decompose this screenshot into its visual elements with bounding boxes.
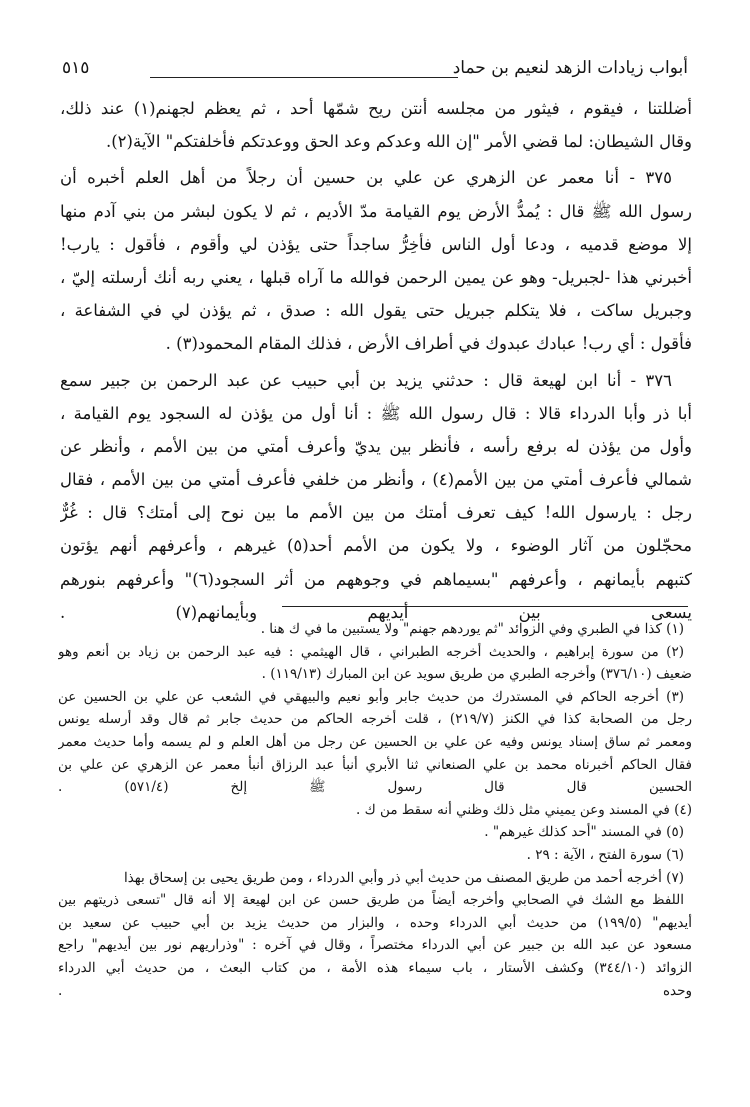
text-line: يسعى بين أيديهم وبأيمانهم(٧) . [60, 602, 692, 622]
footnote-line: فقال الحاكم أخبرناه محمد بن علي الصنعاني ثنا الأبري أنبأ عبد الرزاق أنبأ معمر عن الزهري عن علي بن [58, 756, 692, 773]
hadith-376-start: ٣٧٦ - أنا ابن لهيعة قال : حدثني يزيد بن أبي حبيب عن عبد الرحمن بن جبير سمع [60, 370, 672, 390]
footnotes [58, 618, 692, 1002]
running-header-title: أبواب زيادات الزهد لنعيم بن حماد [452, 58, 688, 78]
footnote-line: (٢) من سورة إبراهيم ، والحديث أخرجه الطبراني ، قال الهيثمي : فيه عبد الرحمن بن زياد بن أنعم وهو [58, 643, 684, 660]
text-line: كتبهم بأيمانهم ، وأعرفهم "بسيماهم في وجوههم من أثر السجود(٦)" وأعرفهم بنورهم [60, 569, 692, 589]
footnote-line: رجل من الصحابة كذا في الكنز (٢١٩/٧) ، قلت أخرجه الحاكم من حديث جابر ثم قال وقد أرسله يونس [58, 711, 692, 728]
footnote-line: مسعود عن عبد الله بن جبير عن أبي الدرداء مختصراً ، وقال في آخره : "وذراريهم نور بين أيديهم" راجع [58, 937, 692, 954]
footnote-line: وحده . [58, 982, 692, 999]
text-line: أضللتنا ، فيقوم ، فيثور من مجلسه أنتن ريح شمّها أحد ، ثم يعظم لجهنم(١) عند ذلك، [60, 99, 692, 118]
text-line: محجّلون من آثار الوضوء ، ولا يكون من الأمم أحد(٥) غيرهم ، وأعرفهم أنهم يؤتون [60, 536, 692, 556]
text-line: وقال الشيطان: لما قضي الأمر "إن الله وعدكم وعد الحق ووعدتكم فأخلفتكم" الآية(٢). [105, 132, 692, 152]
footnote-line: (٧) أخرجه أحمد من طريق المصنف من حديث أبي ذر وأبي الدرداء ، ومن طريق يحيى بن إسحاق بهذا [123, 869, 684, 886]
footnote-line: (٣) أخرجه الحاكم في المستدرك من حديث جابر وأبو نعيم والبيهقي في الشعب عن علي بن الحسين عن [58, 688, 684, 705]
page-number: ٥١٥ [62, 58, 90, 78]
footnote-separator [282, 606, 688, 607]
footnote-line: ومعمر ثم ساق إسناد يونس وفيه عن علي بن الحسين عن رجل من أهل العلم و لم يسمه وأما حديث معمر [58, 733, 692, 750]
main-text [60, 92, 692, 629]
footnote-line: ضعيف (٣٧٦/١٠) وأخرجه الطبري من طريق سويد عن ابن المبارك (١١٩/١٣) . [261, 666, 692, 683]
footnote-line: أيديهم" (١٩٩/٥) من حديث أبي الدرداء وحده ، والبزار من حديث يزيد بن أبي حبيب عن سعيد بن [58, 914, 692, 931]
hadith-375-start: ٣٧٥ - أنا معمر عن الزهري عن علي بن حسين أن رجلاً من أهل العلم أخبره أن [60, 168, 672, 188]
text-line: أبا ذر وأبا الدرداء قالا : قال رسول الله ﷺ : أنا أول من يؤذن له السجود يوم القيامة ، [60, 403, 692, 423]
footnote-line: (٥) في المسند "أحد كذلك غيرهم" . [484, 824, 684, 841]
text-line: أخبرني هذا -لجبريل- وهو عن يمين الرحمن فوالله ما آراه قبلها ، يعني ربه أنك أرسلته إليّ ، [60, 267, 692, 287]
footnote-line: الحسين قال قال رسول ﷺ إلخ (٥٧١/٤) . [58, 779, 692, 796]
footnote-line: (١) كذا في الطبري وفي الزوائد "ثم يوردهم جهنم" ولا يستبين ما في ك هنا . [260, 621, 684, 637]
text-line: شمالي فأعرف أمتي من بين الأمم(٤) ، وأنظر من خلفي فأعرف أمتي من بين الأمم ، فقال [60, 470, 692, 490]
footnote-line: اللفظ مع الشك في الصحابي وأخرجه أيضاً من طريق حسن عن ابن لهيعة إلا أنه قال "تسعى ذريتهم بين [58, 892, 684, 909]
header-rule [150, 77, 458, 78]
text-line: وأول من يؤذن له برفع رأسه ، فأنظر بين يديّ وأعرف أمتي من بين الأمم ، وأنظر عن [60, 436, 692, 456]
text-line: وجبريل ساكت ، فلا يتكلم جبريل حتى يقول الله : صدق ، ثم يؤذن لي في الشفاعة ، [60, 301, 692, 321]
footnote-line: (٤) في المسند وعن يميني مثل ذلك وظني أنه سقط من ك . [356, 801, 692, 818]
text-line: إلا موضع قدميه ، ودعا أول الناس فأخِرُّ ساجداً حتى يؤذن لي وأقوم ، فأقول : يارب! [60, 234, 692, 254]
footnote-line: (٦) سورة الفتح ، الآية : ٢٩ . [526, 846, 684, 863]
footnote-line: الزوائد (٣٤٤/١٠) وكشف الأستار ، باب سيماء هذه الأمة ، من كتاب البعث ، من حديث أبي الدرداء [58, 959, 692, 976]
text-line: رجل : يارسول الله! كيف تعرف أمتك من بين الأمم ما بين نوح إلى أمتك؟ قال : غُرٌّ [60, 503, 692, 523]
text-line: رسول الله ﷺ قال : يُمدُّ الأرض يوم القيامة مدّ الأديم ، ثم لا يكون لبشر من بني آدم منها [60, 201, 692, 221]
text-line: فأقول : أي رب! عبادك عبدوك في أطراف الأرض ، فذلك المقام المحمود(٣) . [165, 334, 692, 354]
